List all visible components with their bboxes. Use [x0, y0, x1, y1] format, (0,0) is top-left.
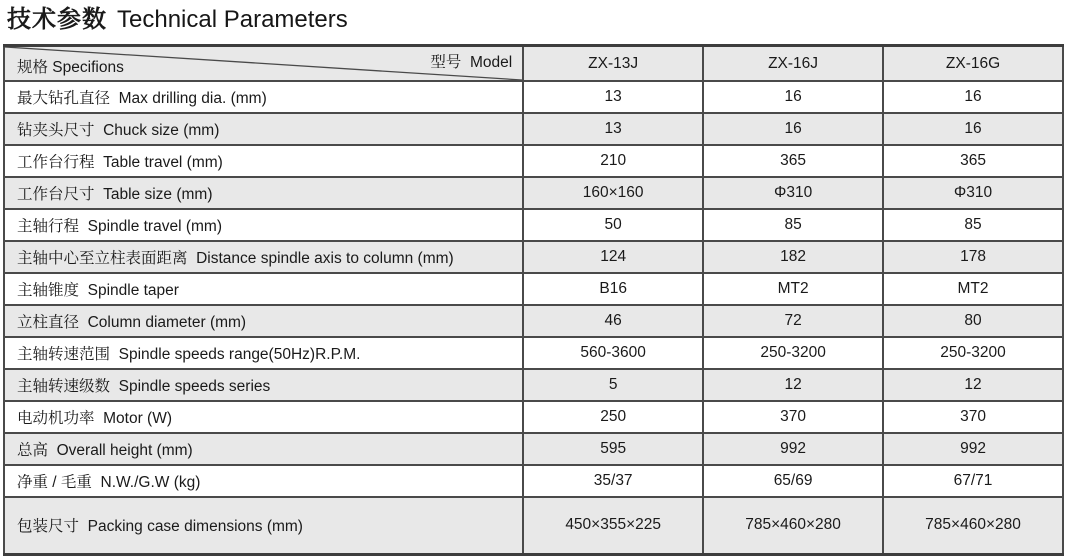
row-label: 主轴中心至立柱表面距离 Distance spindle axis to column (mm) [4, 241, 523, 273]
row-label: 总高 Overall height (mm) [4, 433, 523, 465]
row-label: 工作台尺寸 Table size (mm) [4, 177, 523, 209]
row-value: 16 [883, 113, 1063, 145]
row-value: 12 [883, 369, 1063, 401]
row-value: 85 [703, 209, 883, 241]
row-value: 365 [703, 145, 883, 177]
row-label: 电动机功率 Motor (W) [4, 401, 523, 433]
table-row-spindle-speeds-range [4, 337, 1063, 369]
row-value: 450×355×225 [523, 497, 703, 554]
row-value: 13 [523, 113, 703, 145]
row-label: 主轴转速级数 Spindle speeds series [4, 369, 523, 401]
row-value: 250-3200 [883, 337, 1063, 369]
row-value: Φ310 [703, 177, 883, 209]
table-row-spindle-speeds-series [4, 369, 1063, 401]
table-row-max-drilling-dia [4, 81, 1063, 113]
table-row-packing-dimensions [4, 497, 1063, 554]
table-row-spindle-taper [4, 273, 1063, 305]
column-header-zx16g: ZX-16G [883, 46, 1063, 82]
row-value: 50 [523, 209, 703, 241]
row-value: 785×460×280 [703, 497, 883, 554]
row-value: 124 [523, 241, 703, 273]
page-title-english: Technical Parameters [117, 6, 348, 33]
row-value: Φ310 [883, 177, 1063, 209]
row-value: 46 [523, 305, 703, 337]
row-value: 5 [523, 369, 703, 401]
row-value: 16 [703, 81, 883, 113]
row-value: 992 [703, 433, 883, 465]
row-value: 16 [703, 113, 883, 145]
row-value: 160×160 [523, 177, 703, 209]
row-value: 595 [523, 433, 703, 465]
row-label: 包装尺寸 Packing case dimensions (mm) [4, 497, 523, 554]
row-label: 净重 / 毛重 N.W./G.W (kg) [4, 465, 523, 497]
row-value: 178 [883, 241, 1063, 273]
row-value: 16 [883, 81, 1063, 113]
column-header-zx16j: ZX-16J [703, 46, 883, 82]
row-value: 992 [883, 433, 1063, 465]
row-value: 67/71 [883, 465, 1063, 497]
table-row-table-travel [4, 145, 1063, 177]
row-value: B16 [523, 273, 703, 305]
header-spec-label: 规格 Specifions [17, 59, 124, 76]
table-header-row [4, 46, 1063, 82]
row-value: 182 [703, 241, 883, 273]
row-label: 立柱直径 Column diameter (mm) [4, 305, 523, 337]
column-header-zx13j: ZX-13J [523, 46, 703, 82]
row-value: 370 [883, 401, 1063, 433]
row-value: 365 [883, 145, 1063, 177]
row-label: 工作台行程 Table travel (mm) [4, 145, 523, 177]
row-label: 主轴行程 Spindle travel (mm) [4, 209, 523, 241]
row-value: 210 [523, 145, 703, 177]
row-value: 12 [703, 369, 883, 401]
page-title-chinese: 技术参数 [7, 6, 107, 33]
row-value: MT2 [703, 273, 883, 305]
row-value: MT2 [883, 273, 1063, 305]
row-label: 主轴转速范围 Spindle speeds range(50Hz)R.P.M. [4, 337, 523, 369]
page-title [7, 5, 1067, 35]
table-row-distance-spindle-to-column [4, 241, 1063, 273]
table-row-motor-power [4, 401, 1063, 433]
row-value: 65/69 [703, 465, 883, 497]
header-spec-model-cell [4, 46, 523, 82]
row-value: 80 [883, 305, 1063, 337]
row-value: 72 [703, 305, 883, 337]
table-row-overall-height [4, 433, 1063, 465]
row-value: 785×460×280 [883, 497, 1063, 554]
header-model-label: 型号 Model [430, 54, 513, 71]
table-row-table-size [4, 177, 1063, 209]
row-value: 560-3600 [523, 337, 703, 369]
technical-parameters-table [3, 44, 1064, 556]
row-value: 13 [523, 81, 703, 113]
table-row-net-gross-weight [4, 465, 1063, 497]
row-label: 主轴锥度 Spindle taper [4, 273, 523, 305]
row-value: 370 [703, 401, 883, 433]
row-value: 250 [523, 401, 703, 433]
row-label: 钻夹头尺寸 Chuck size (mm) [4, 113, 523, 145]
row-value: 250-3200 [703, 337, 883, 369]
table-row-spindle-travel [4, 209, 1063, 241]
row-label: 最大钻孔直径 Max drilling dia. (mm) [4, 81, 523, 113]
row-value: 35/37 [523, 465, 703, 497]
table-row-chuck-size [4, 113, 1063, 145]
row-value: 85 [883, 209, 1063, 241]
table-row-column-diameter [4, 305, 1063, 337]
